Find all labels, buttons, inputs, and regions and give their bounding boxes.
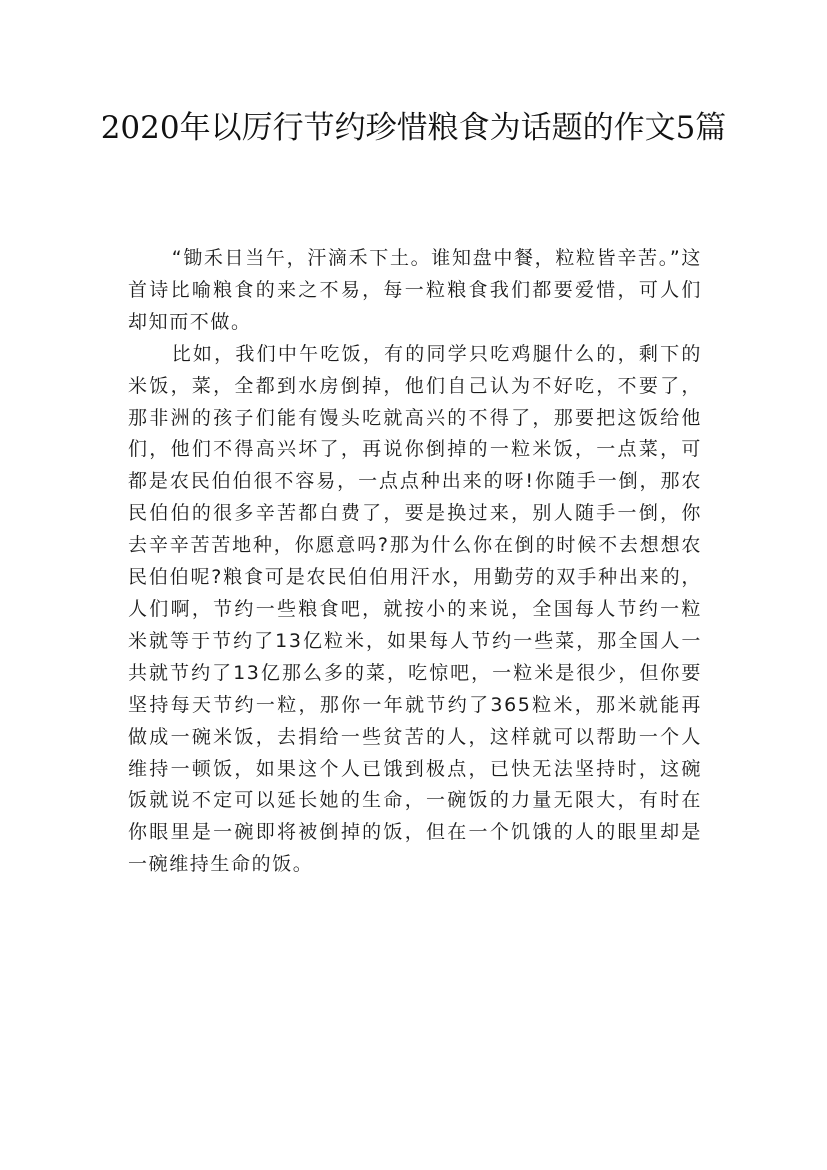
document-title: 2020年以厉行节约珍惜粮食为话题的作文5篇 <box>100 110 727 146</box>
document-body <box>128 243 702 881</box>
paragraph-2: 比如，我们中午吃饭，有的同学只吃鸡腿什么的，剩下的米饭，菜，全都到水房倒掉，他们自己认为不好吃，不要了，那非洲的孩子们能有馒头吃就高兴的不得了，那要把这饭给他们，他们不得高兴坏了，再说你倒掉的一粒米饭，一点菜，可都是农民伯伯很不容易，一点点种出来的呀!你随手一倒，那农民伯伯的很多辛苦都白费了，要是换过来，别人随手一倒，你去辛辛苦苦地种，你愿意吗?那为什么你在倒的时候不去想想农民伯伯呢?粮食可是农民伯伯用汗水，用勤劳的双手种出来的，人们啊，节约一些粮食吧，就按小的来说，全国每人节约一粒米就等于节约了13亿粒米，如果每人节约一些菜，那全国人一共就节约了13亿那么多的菜，吃惊吧，一粒米是很少，但你要坚持每天节约一粒，那你一年就节约了365粒米，那米就能再做成一碗米饭，去捐给一些贫苦的人，这样就可以帮助一个人维持一顿饭，如果这个人已饿到极点，已快无法坚持时，这碗饭就说不定可以延长她的生命，一碗饭的力量无限大，有时在你眼里是一碗即将被倒掉的饭，但在一个饥饿的人的眼里却是一碗维持生命的饭。 <box>128 342 702 876</box>
paragraph-1: “锄禾日当午，汗滴禾下土。谁知盘中餐，粒粒皆辛苦。”这首诗比喻粮食的来之不易，每一粒粮食我们都要爱惜，可人们却知而不做。 <box>128 247 702 333</box>
